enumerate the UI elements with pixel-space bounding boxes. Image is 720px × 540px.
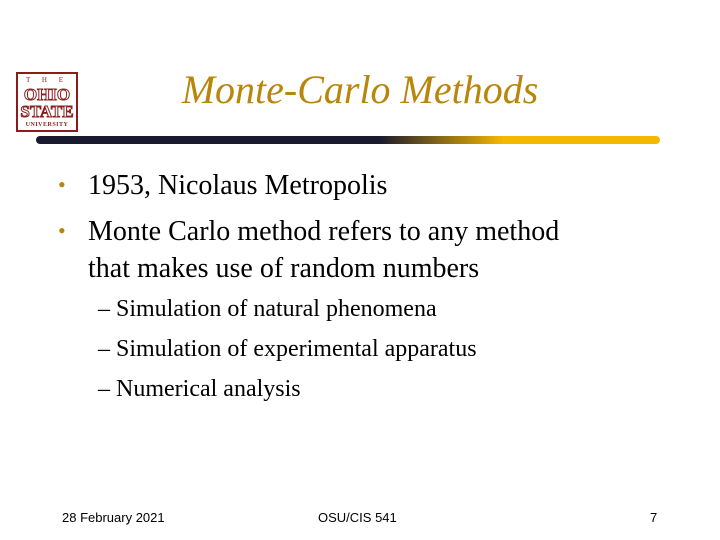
slide-title: Monte-Carlo Methods [181,67,539,112]
footer-page-number: 7 [650,510,658,525]
logo-text-the: T H E [26,75,68,84]
logo-text-ohio: OHIO [23,84,71,104]
bullet-text-line-1: Monte Carlo method refers to any method [88,216,560,247]
footer-date: 28 February 2021 [62,510,165,525]
bullet-text-line-2: that makes use of random numbers [88,253,480,284]
sub-bullet-item: – Simulation of experimental apparatus [98,336,477,362]
sub-bullet-item: – Numerical analysis [98,376,301,402]
footer-course: OSU/CIS 541 [318,510,397,525]
logo-text-university: UNIVERSITY [25,121,69,128]
ohio-state-logo [16,72,78,132]
bullet-marker: • [58,218,66,243]
bullet-text: 1953, Nicolaus Metropolis [88,170,388,201]
bullet-marker: • [58,172,66,197]
logo-text-state: STATE [20,101,74,121]
title-divider-rule [36,133,660,147]
sub-bullet-item: – Simulation of natural phenomena [98,296,437,322]
